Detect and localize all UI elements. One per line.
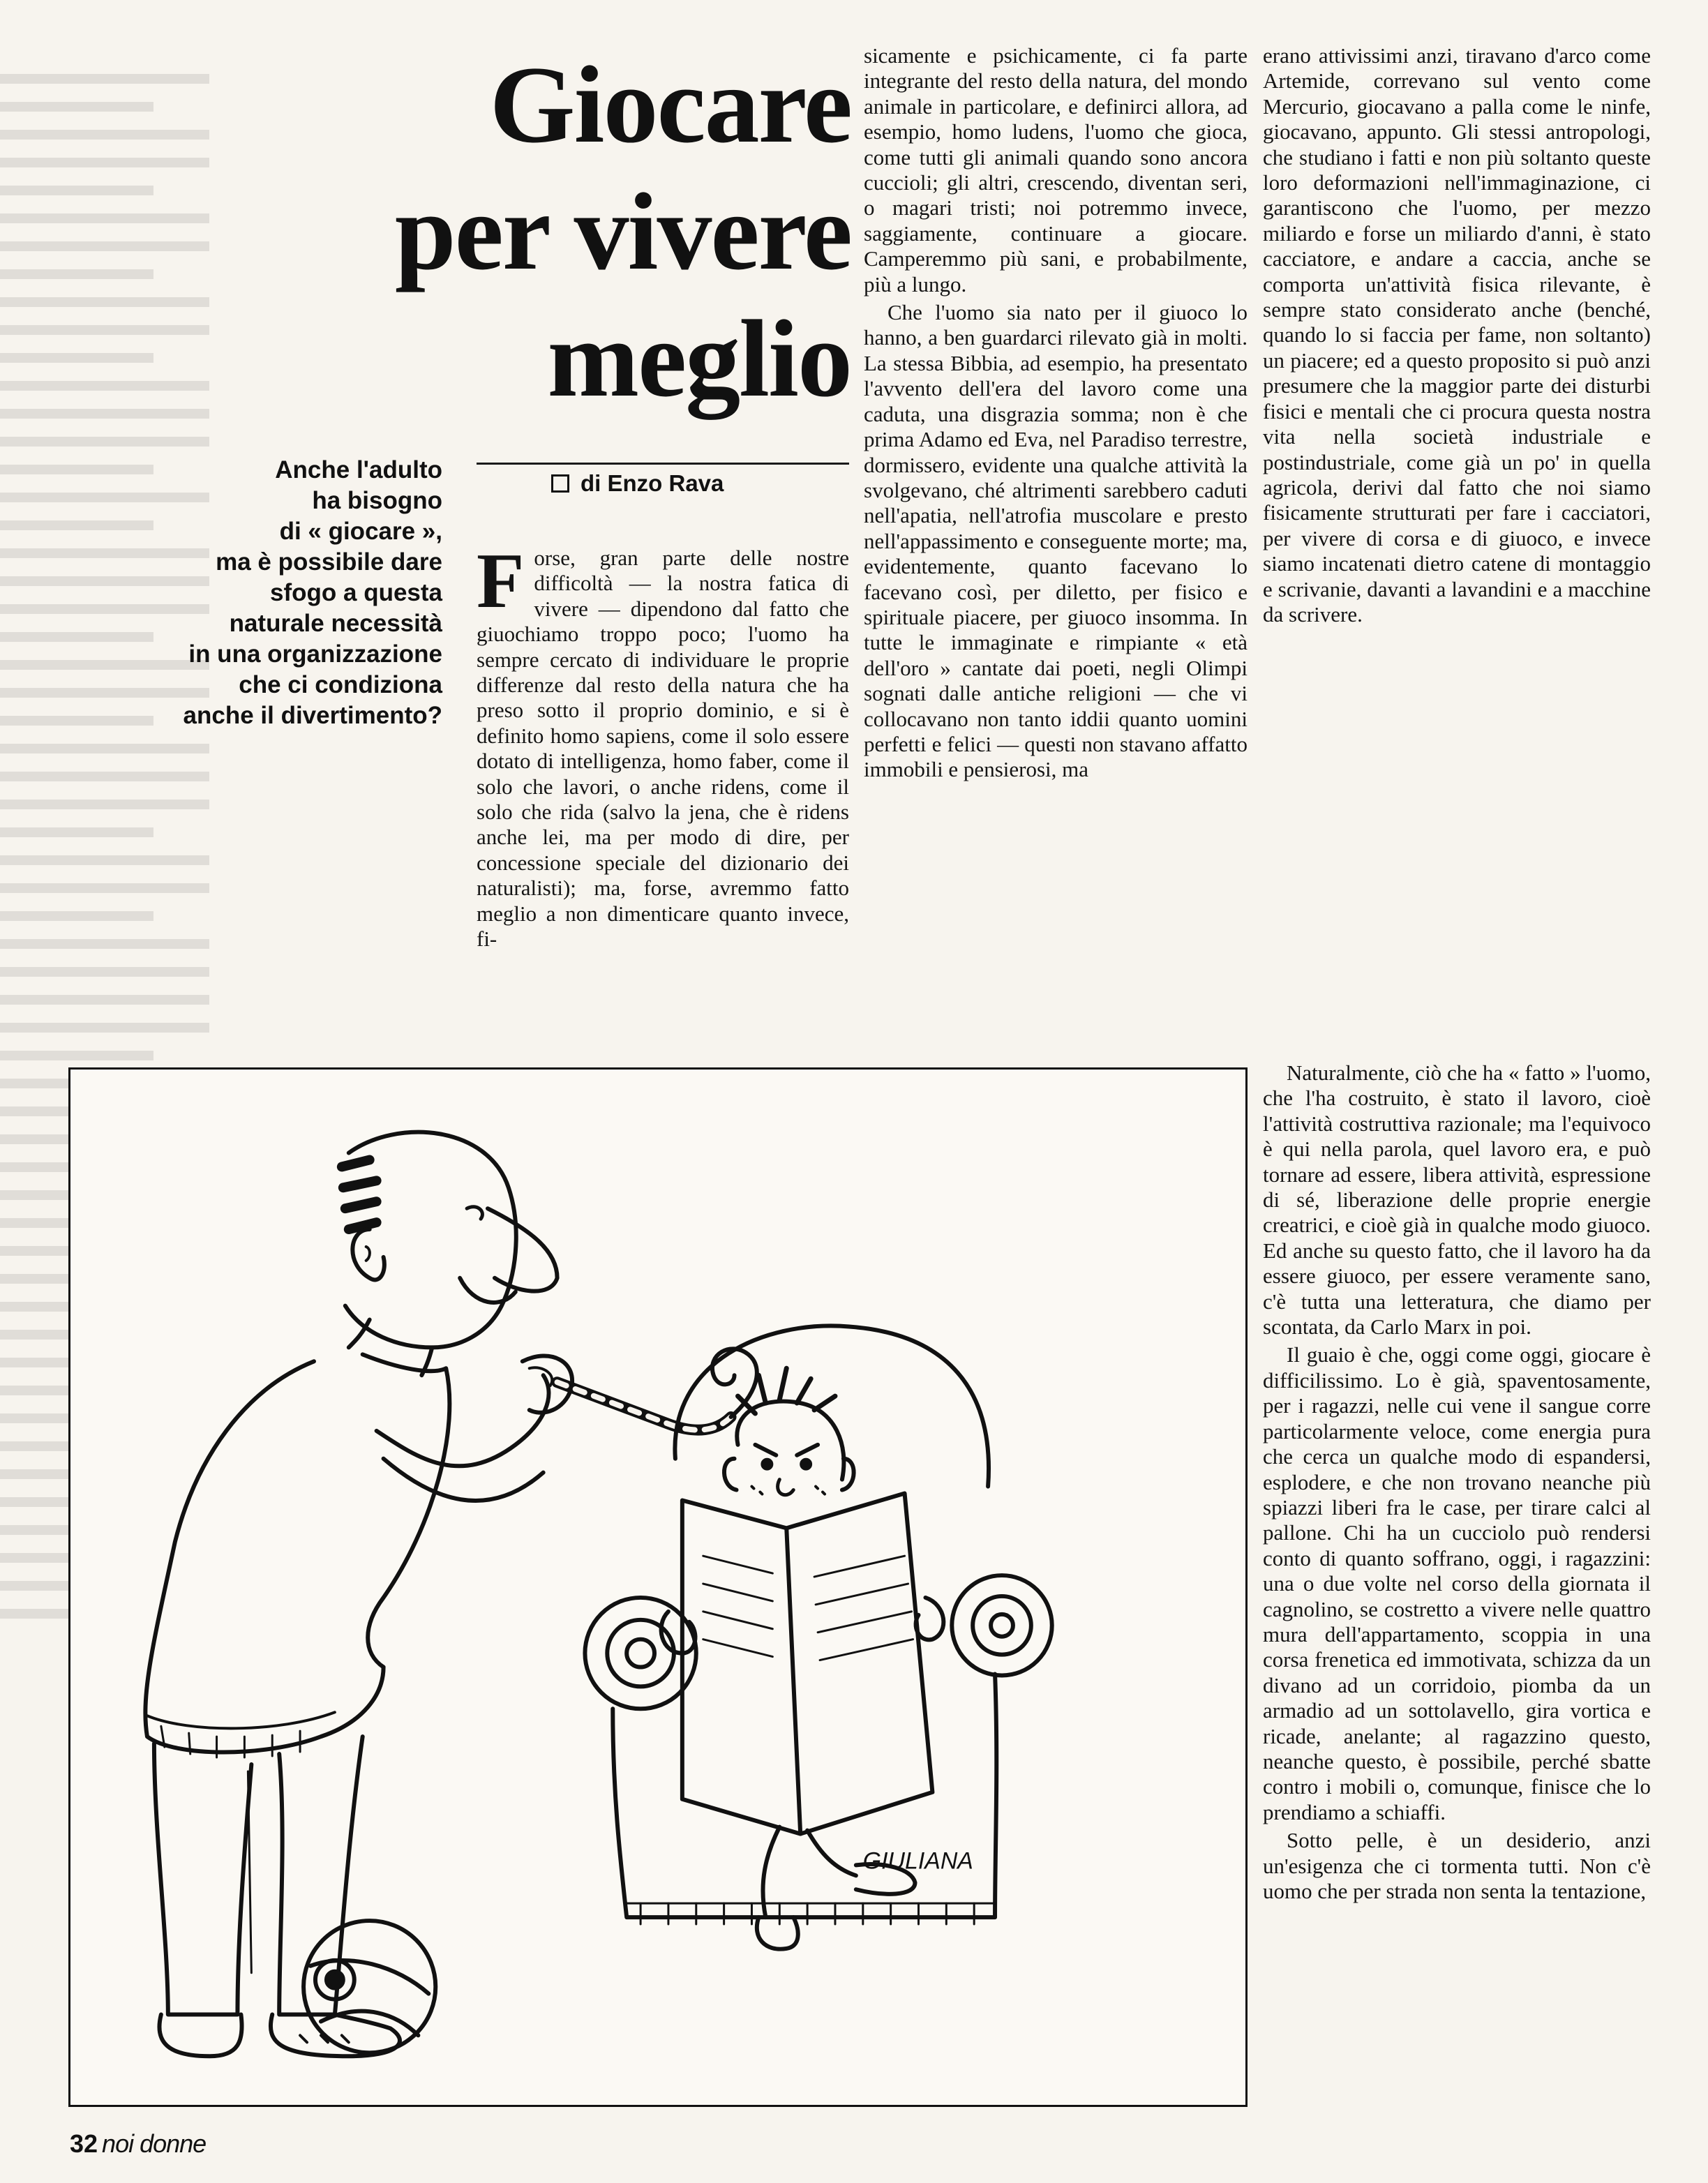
square-bullet-icon <box>551 474 569 493</box>
standfirst-line: ma è possibile dare <box>216 548 442 576</box>
paragraph: Il guaio è che, oggi come oggi, giocare è difficilissimo. Lo è già, spaventosamente, per i ragazzi, nelle cui vene il sangue corre particolarmente veloce, come energia pura che cerca un qualche modo di espandersi, esplodere, e che non trovano neanche più spiazzi liberi fra le case, per tirare calci al pallone. Chi ha un cucciolo può rendersi conto di quanto soffrano, oggi, i ragazzini: una o due volte nel corso della giornata il cagnolino, se costretto a vivere nelle quattro mura dell'appartamento, scoppia in una corsa frenetica ed immotivata, schizza da un divano ad un corridoio, piomba da un armadio ad un sottolavello, gira vortica e ricade, anelante; al ragazzino questo, neanche questo, è possibile, perché sbatte contro i mobili o, comunque, finisce che lo prendiamo a schiaffi. <box>1263 1342 1651 1824</box>
byline <box>551 470 724 497</box>
standfirst-line: Anche l'adulto <box>275 456 442 483</box>
text-column-3 <box>1263 43 1651 627</box>
paragraph: Che l'uomo sia nato per il giuoco lo hanno, a ben guardarci rilevato già in molti. La stessa Bibbia, ad esempio, ha presentato l'avvento dell'era del lavoro come una caduta, una disgrazia somma; non è che prima Adamo ed Eva, nel Paradiso terrestre, dormissero, evidente una qualche attività la svolgevano, ché altrimenti sarebbero caduti nell'apatia, nell'atrofia muscolare e presto nell'appassimento e conseguente morte; ma, evidentemente, quanto facevano lo facevano così, per diletto, per fisico e spirituale piacere, per giuoco insomma. In tutte le immaginate e rimpiante « età dell'oro » cantate dai poeti, negli Olimpi sognati dalle antiche religioni — che vi collocavano non tanto iddii quanto uomini perfetti e felici — questi non stavano affatto immobili e pensierosi, ma <box>864 300 1248 782</box>
text-column-3-lower <box>1263 1060 1651 1904</box>
ball <box>304 1921 435 2053</box>
paragraph: erano attivissimi anzi, tiravano d'arco come Artemide, correvano sul vento come Mercurio, giocavano a palla come le ninfe, giocavano, appunto. Gli stessi antropologi, che studiano i fatti e non più soltanto queste loro deformazioni nell'immaginazione, ci garantiscono che l'uomo, per mezzo miliardo e forse un miliardo d'anni, è stato cacciatore, e andare a caccia, anche se comporta un'attività fisica rilevante, è sempre stato considerato anche (benché, quando lo si faccia per fame, non soltanto) un piacere; ed a questo proposito si può anzi presumere che la maggior parte dei disturbi fisici e mentali che ci procura questa nostra vita nella società industriale e postindustriale, come già un po' in quella agricola, derivi dal fatto che noi siamo fisicamente strutturati per fare i cacciatori, per vivere di corsa e di giuoco, e invece siamo incatenati dietro catene di montaggio e scrivanie, davanti a lavandini e a macchine da scrivere. <box>1263 43 1651 627</box>
man-figure <box>145 1132 572 2057</box>
text-column-2 <box>864 43 1248 783</box>
byline-text: di Enzo Rava <box>580 470 724 496</box>
byline-rule <box>477 463 849 465</box>
drop-cap: F <box>477 538 525 624</box>
paragraph: sicamente e psichicamente, ci fa parte integrante del resto della natura, del mondo animale in particolare, e definirci allora, ad esempio, homo ludens, l'uomo che gioca, come tutti gli animali quando sono ancora cuccioli; gli altri, crescendo, diventan seri, o magari tristi; noi potremmo invece, saggiamente, continuare a giocare. Camperemmo più sani, e probabilmente, più a lungo. <box>864 43 1248 297</box>
standfirst-line: che ci condiziona <box>239 671 442 698</box>
paragraph-text: orse, gran parte delle nostre difficoltà — la nostra fatica di vivere — dipendono dal fatto che giuochiamo troppo poco; l'uomo ha sempre cercato di individuare le proprie differenze dal resto della natura che ha preso sotto il proprio dominio, e si è definito homo sapiens, come il solo essere dotato di intelligenza, homo faber, come il solo che lavori, o anche ridens, come il solo che rida (salvo la jena, che è ridens anche lei, ma per modo di dire, per concessione speciale del dizionario dei naturalisti); ma, forse, avremmo fatto meglio a non dimenticare quanto invece, fi- <box>477 546 849 952</box>
standfirst-line: naturale necessità <box>229 610 442 637</box>
standfirst-line: di « giocare », <box>279 518 442 545</box>
standfirst-line: ha bisogno <box>312 487 442 514</box>
paragraph: Sotto pelle, è un desiderio, anzi un'esigenza che ci tormenta tutti. Non c'è uomo che per strada non senta la tentazione, <box>1263 1828 1651 1903</box>
paragraph <box>477 538 849 952</box>
party-horn <box>557 1349 757 1430</box>
cartoon-illustration <box>68 1067 1248 2107</box>
artist-signature: GIULIANA <box>862 1847 973 1875</box>
page-footer <box>70 2129 206 2159</box>
standfirst-line: anche il divertimento? <box>183 702 442 729</box>
page-number: 32 <box>70 2129 98 2158</box>
standfirst-line: in una organizzazione <box>188 640 442 668</box>
headline-line-1: Giocare <box>489 44 851 166</box>
standfirst-line: sfogo a questa <box>270 579 442 606</box>
paragraph: Naturalmente, ciò che ha « fatto » l'uomo, che l'ha costruito, è stato il lavoro, cioè l'attività costruttiva razionale; ma l'equivoco è qui nella parola, quel lavoro era, e può tornare ad essere, libera attività, espressione di sé, liberazione delle proprie energie creatrici, e cioè già in qualche modo giuoco. Ed anche su questo fatto, che il lavoro ha da essere giuoco, per essere veramente sano, c'è tutta una letteratura, che diamo per scontata, da Carlo Marx in poi. <box>1263 1060 1651 1340</box>
headline-line-3: meglio <box>547 298 851 420</box>
article-headline <box>335 42 851 423</box>
magazine-name: noi donne <box>102 2129 207 2158</box>
cartoon-drawing <box>70 1070 1245 2105</box>
headline-line-2: per vivere <box>394 171 851 293</box>
standfirst <box>105 455 442 731</box>
text-column-1 <box>477 538 849 952</box>
